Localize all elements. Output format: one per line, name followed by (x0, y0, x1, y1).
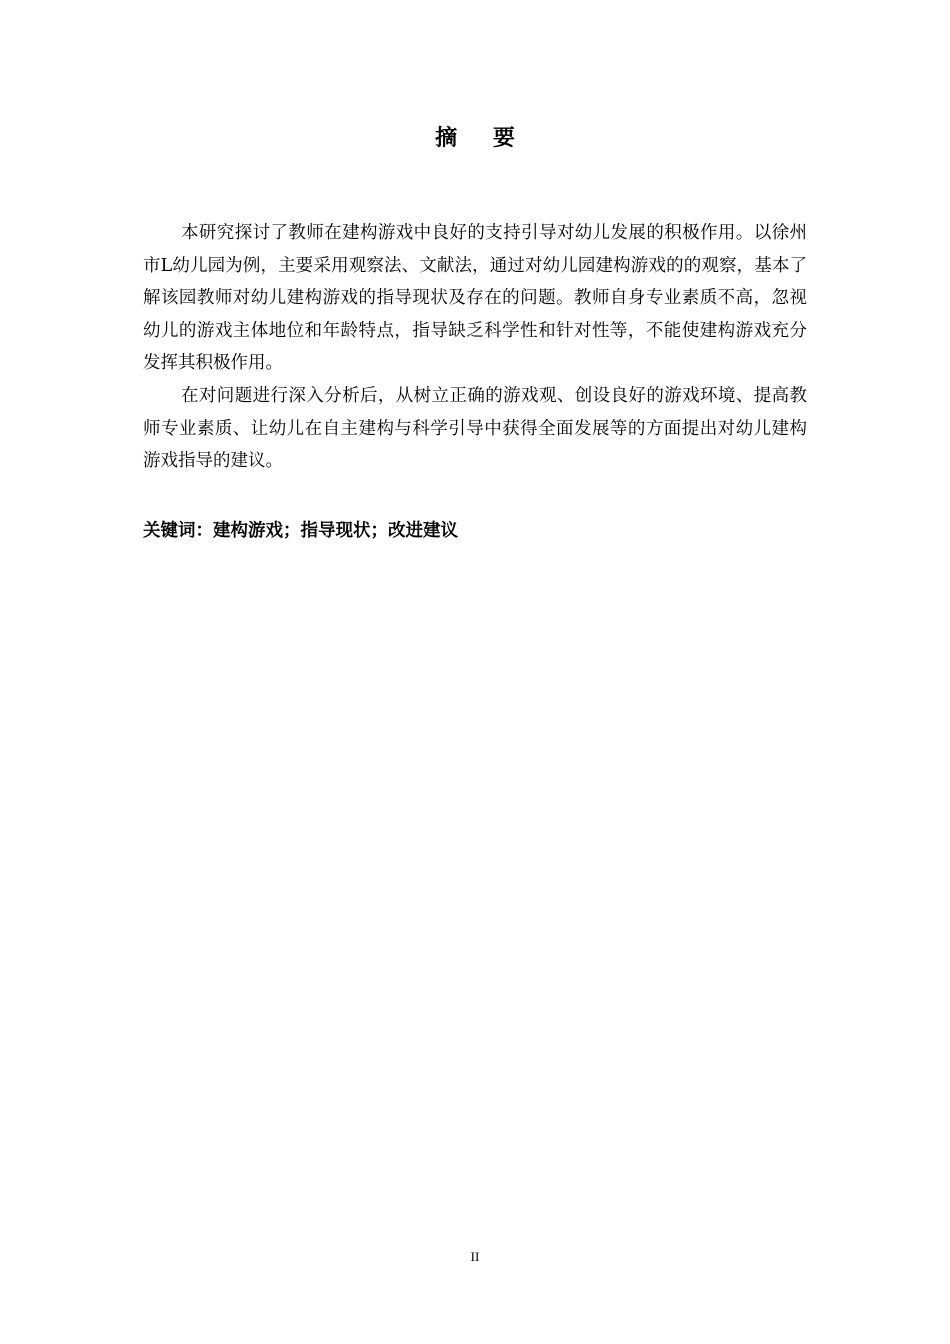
page-number: II (470, 1249, 480, 1264)
abstract-title: 摘 要 (435, 126, 529, 151)
abstract-paragraph-2: 在对问题进行深入分析后，从树立正确的游戏观、创设良好的游戏环境、提高教师专业素质、让幼儿在自主建构与科学引导中获得全面发展等的方面提出对幼儿建构游戏指导的建议。 (143, 385, 807, 472)
abstract-paragraph-1: 本研究探讨了教师在建构游戏中良好的支持引导对幼儿发展的积极作用。以徐州市L幼儿园为例，主要采用观察法、文献法，通过对幼儿园建构游戏的的观察，基本了解该园教师对幼儿建构游戏的指导现状及存在的问题。教师自身专业素质不高，忽视幼儿的游戏主体地位和年龄特点，指导缺乏科学性和针对性等，不能使建构游戏充分发挥其积极作用。 (143, 223, 807, 374)
keywords-line: 关键词：建构游戏；指导现状；改进建议 (143, 521, 458, 541)
abstract-body (143, 217, 807, 478)
